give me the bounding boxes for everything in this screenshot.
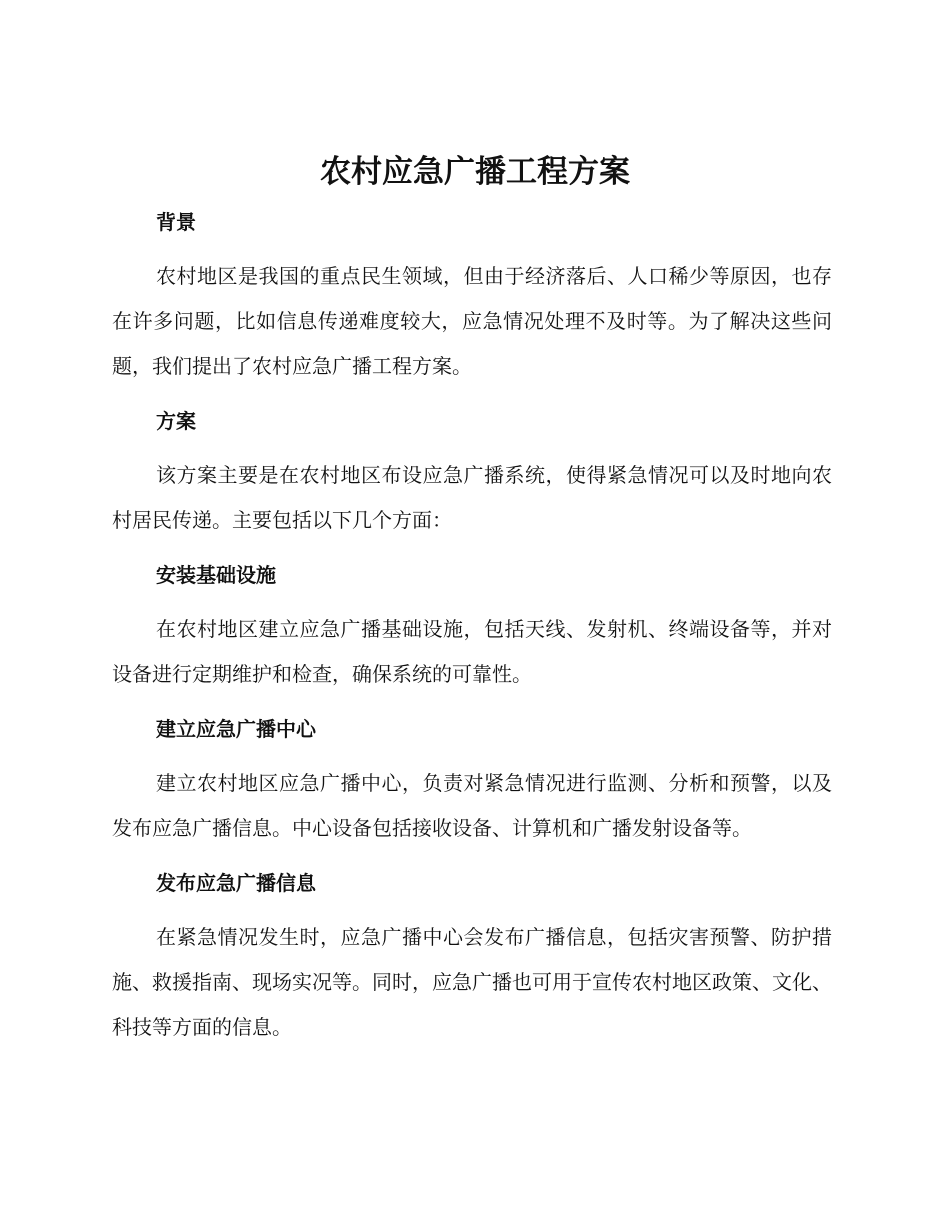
- document-title: 农村应急广播工程方案: [320, 154, 630, 190]
- section-paragraph-broadcast-center: 建立农村地区应急广播中心，负责对紧急情况进行监测、分析和预警，以及发布应急广播信息。中心设备包括接收设备、计算机和广播发射设备等。: [112, 771, 832, 840]
- section-paragraph-plan: 该方案主要是在农村地区布设应急广播系统，使得紧急情况可以及时地向农村居民传递。主要包括以下几个方面：: [112, 463, 832, 532]
- section-paragraph-install-infrastructure: 在农村地区建立应急广播基础设施，包括天线、发射机、终端设备等，并对设备进行定期维护和检查，确保系统的可靠性。: [112, 617, 832, 686]
- section-paragraph-background: 农村地区是我国的重点民生领域，但由于经济落后、人口稀少等原因，也存在许多问题，比如信息传递难度较大，应急情况处理不及时等。为了解决这些问题，我们提出了农村应急广播工程方案。: [112, 264, 832, 378]
- section-paragraph-publish-info: 在紧急情况发生时，应急广播中心会发布广播信息，包括灾害预警、防护措施、救援指南、现场实况等。同时，应急广播也可用于宣传农村地区政策、文化、科技等方面的信息。: [112, 925, 832, 1039]
- section-heading-background: 背景: [156, 210, 196, 234]
- section-heading-broadcast-center: 建立应急广播中心: [156, 717, 316, 741]
- section-heading-install-infrastructure: 安装基础设施: [156, 563, 276, 587]
- section-heading-publish-info: 发布应急广播信息: [156, 871, 316, 895]
- document-body: [112, 204, 832, 1064]
- section-heading-plan: 方案: [156, 409, 196, 433]
